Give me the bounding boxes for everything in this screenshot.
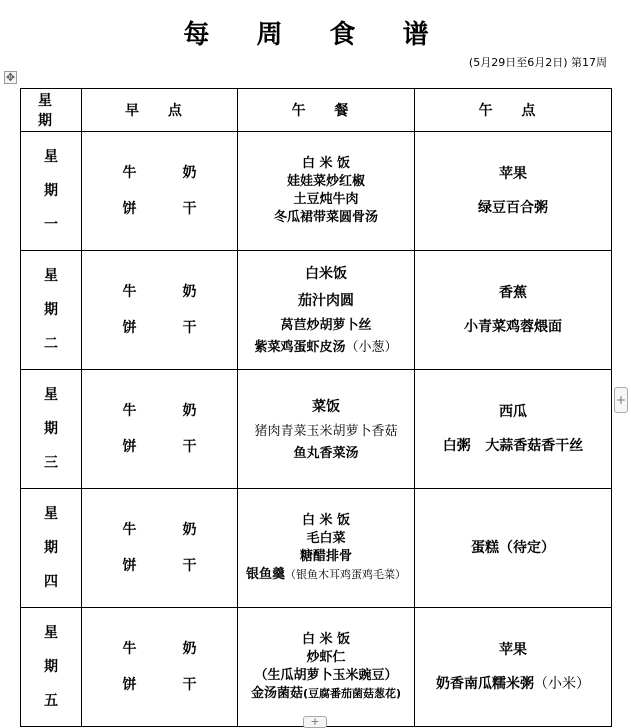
lunch-cell-fri: 白 米 饭 炒虾仁 （生瓜胡萝卜玉米豌豆） 金汤菌菇(豆腐番茄菌菇葱花): [238, 608, 415, 727]
day-cell-wed: 星 期 三: [21, 370, 82, 489]
header-row: [21, 89, 612, 132]
day-cell-thu: 星 期 四: [21, 489, 82, 608]
header-breakfast: 早 点: [82, 89, 238, 132]
snack-cell-mon: 苹果 绿豆百合粥: [415, 132, 612, 251]
day-cell-tue: 星 期 二: [21, 251, 82, 370]
snack-cell-thu: 蛋糕（待定）: [415, 489, 612, 608]
lunch-cell-tue: 白米饭 茄汁肉圆 莴苣炒胡萝卜丝 紫菜鸡蛋虾皮汤（小葱）: [238, 251, 415, 370]
page-title: 每 周 食 谱: [183, 20, 448, 50]
header-snack: 午 点: [415, 89, 612, 132]
table-row: [21, 132, 612, 251]
header-day: 星 期: [21, 89, 82, 132]
breakfast-cell-mon: 牛 奶 饼 干: [82, 132, 238, 251]
date-range: (5月29日至6月2日) 第17周: [468, 56, 607, 69]
day-cell-fri: 星 期 五: [21, 608, 82, 727]
table-row: [21, 370, 612, 489]
add-row-button[interactable]: +: [303, 716, 327, 728]
day-cell-mon: 星 期 一: [21, 132, 82, 251]
breakfast-cell-tue: 牛 奶 饼 干: [82, 251, 238, 370]
snack-cell-fri: 苹果 奶香南瓜糯米粥（小米）: [415, 608, 612, 727]
table-row: [21, 608, 612, 727]
lunch-cell-mon: 白 米 饭 娃娃菜炒红椒 土豆炖牛肉 冬瓜裙带菜圆骨汤: [238, 132, 415, 251]
breakfast-cell-wed: 牛 奶 饼 干: [82, 370, 238, 489]
add-column-button[interactable]: +: [614, 387, 628, 413]
move-icon[interactable]: ✥: [5, 71, 16, 84]
snack-cell-wed: 西瓜 白粥 大蒜香菇香干丝: [415, 370, 612, 489]
table-row: [21, 489, 612, 608]
breakfast-cell-thu: 牛 奶 饼 干: [82, 489, 238, 608]
lunch-cell-wed: 菜饭 猪肉青菜玉米胡萝卜香菇 鱼丸香菜汤: [238, 370, 415, 489]
header-lunch: 午 餐: [238, 89, 415, 132]
breakfast-cell-fri: 牛 奶 饼 干: [82, 608, 238, 727]
table-row: [21, 251, 612, 370]
menu-table: [20, 88, 612, 727]
snack-cell-tue: 香蕉 小青菜鸡蓉煨面: [415, 251, 612, 370]
lunch-cell-thu: 白 米 饭 毛白菜 糖醋排骨 银鱼羹（银鱼木耳鸡蛋鸡毛菜）: [238, 489, 415, 608]
